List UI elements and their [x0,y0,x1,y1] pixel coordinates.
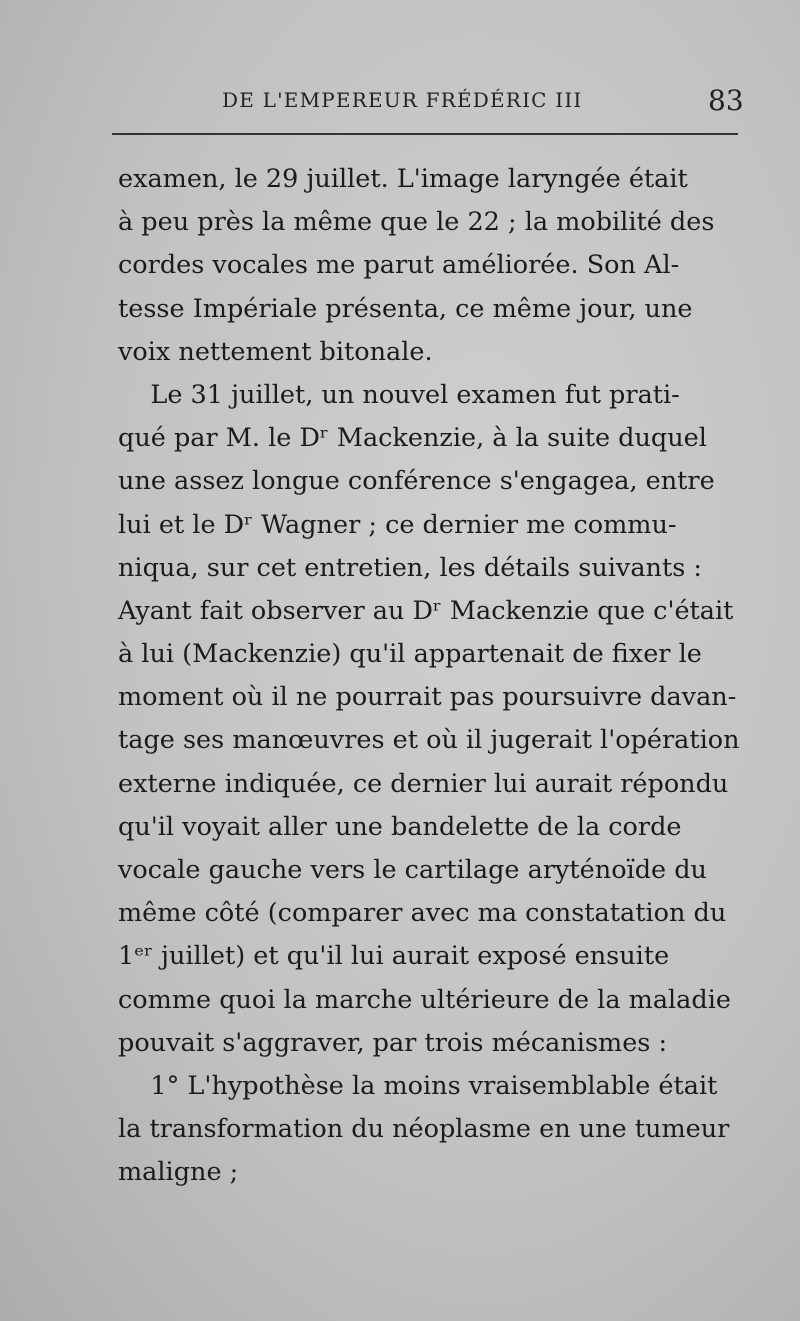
running-title: DE L'EMPEREUR FRÉDÉRIC III [222,88,583,112]
text-line: maligne ; [118,1157,239,1188]
text-line: même côté (comparer avec ma constatation du [118,898,727,929]
text-line: qué par M. le Dʳ Mackenzie, à la suite duquel [118,423,707,454]
text-line: tesse Impériale présenta, ce même jour, une [118,293,693,324]
text-line: une assez longue conférence s'engagea, entre [118,466,715,497]
page-number: 83 [708,84,744,117]
text-line: à lui (Mackenzie) qu'il appartenait de fixer le [118,639,702,670]
text-line: à peu près la même que le 22 ; la mobilité des [118,207,715,238]
text-line: Ayant fait observer au Dʳ Mackenzie que c'était [118,595,734,626]
text-line: 1ᵉʳ juillet) et qu'il lui aurait exposé ensuite [118,941,670,972]
page-header [0,84,800,122]
text-line: niqua, sur cet entretien, les détails suivants : [118,552,702,583]
text-line: la transformation du néoplasme en une tumeur [118,1114,730,1145]
text-line: qu'il voyait aller une bandelette de la corde [118,811,682,842]
body-text [118,158,758,1195]
text-line: 1° L'hypothèse la moins vraisemblable était [118,1070,718,1101]
text-line: Le 31 juillet, un nouvel examen fut prati- [118,379,680,410]
text-line: examen, le 29 juillet. L'image laryngée était [118,164,688,194]
header-rule [112,133,738,135]
text-line: pouvait s'aggraver, par trois mécanismes : [118,1027,668,1058]
text-line: vocale gauche vers le cartilage aryténoïde du [118,855,707,885]
text-line: moment où il ne pourrait pas poursuivre davan- [118,682,737,713]
text-line: externe indiquée, ce dernier lui aurait répondu [118,768,729,799]
text-line: lui et le Dʳ Wagner ; ce dernier me commu- [118,509,677,540]
text-line: cordes vocales me parut améliorée. Son Al- [118,250,680,281]
text-line: comme quoi la marche ultérieure de la maladie [118,984,731,1015]
text-line: voix nettement bitonale. [118,336,433,367]
text-line: tage ses manœuvres et où il jugerait l'opération [118,725,740,756]
